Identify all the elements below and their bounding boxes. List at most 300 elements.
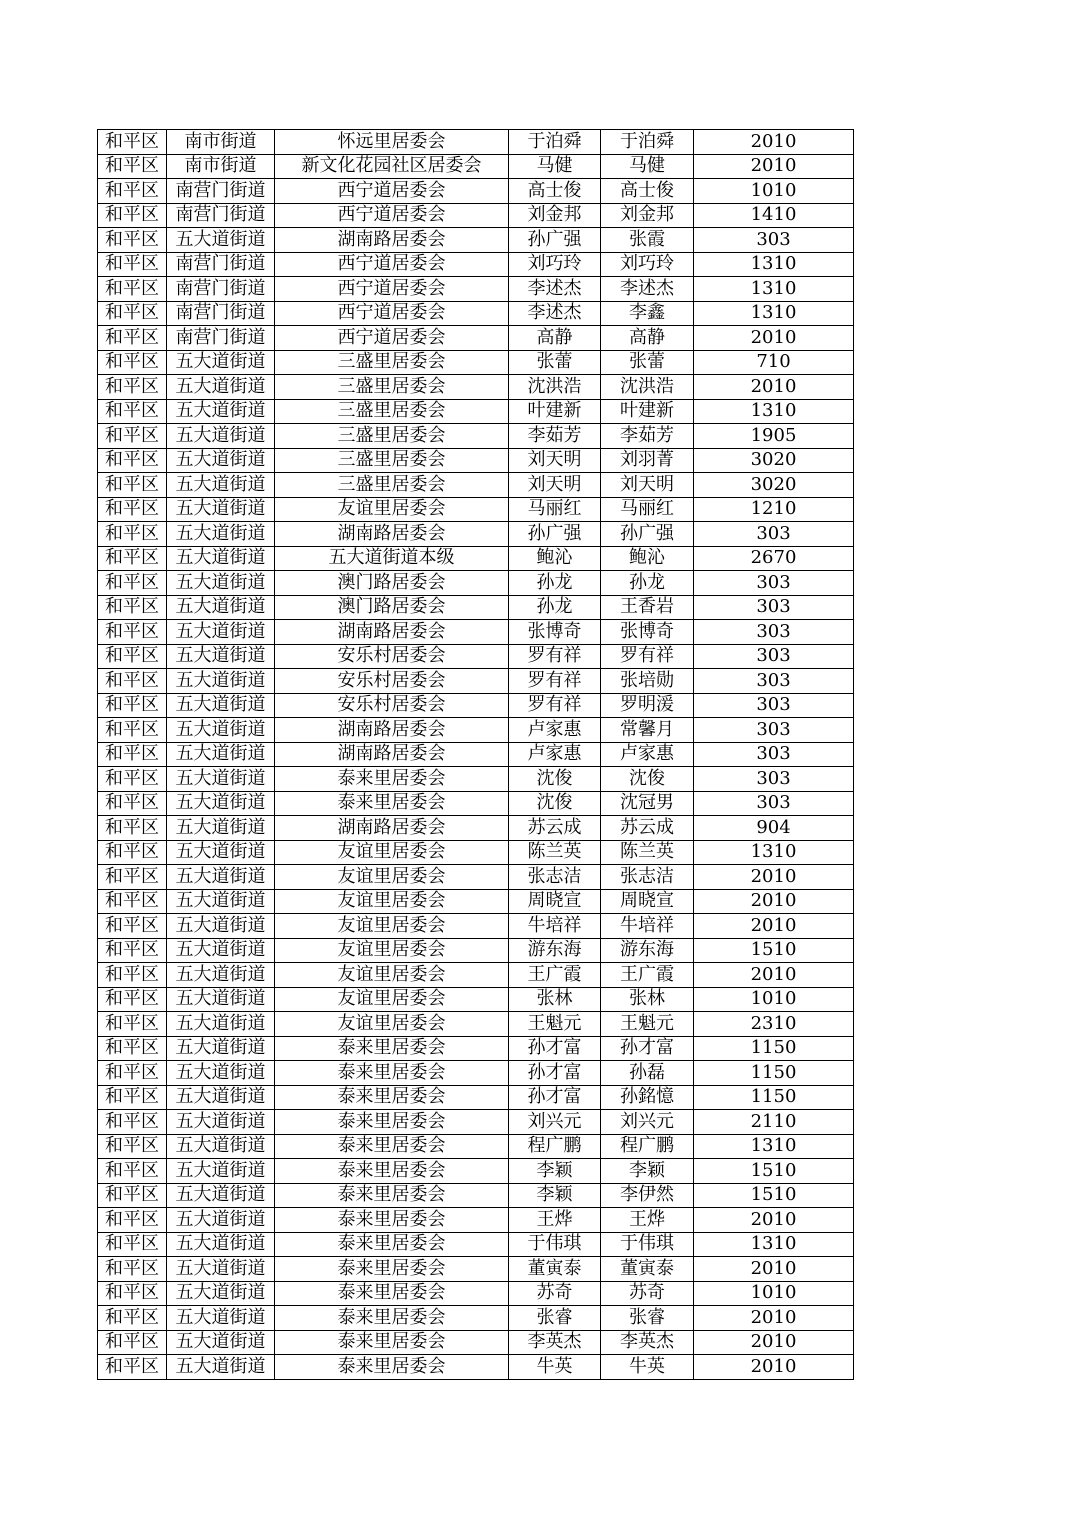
- member-cell: 王广霞: [601, 963, 694, 988]
- member-cell: 罗明湲: [601, 693, 694, 718]
- committee-cell: 三盛里居委会: [275, 473, 509, 498]
- member-cell: 陈兰英: [601, 840, 694, 865]
- member-cell: 罗有祥: [601, 644, 694, 669]
- street-cell: 五大道街道: [167, 742, 275, 767]
- applicant-cell: 张睿: [509, 1306, 601, 1331]
- amount-cell: 1510: [694, 1183, 854, 1208]
- applicant-cell: 高静: [509, 326, 601, 351]
- street-cell: 五大道街道: [167, 1355, 275, 1380]
- table-row: [98, 669, 854, 694]
- table-row: [98, 1281, 854, 1306]
- committee-cell: 友谊里居委会: [275, 987, 509, 1012]
- street-cell: 五大道街道: [167, 375, 275, 400]
- amount-cell: 1310: [694, 301, 854, 326]
- district-cell: 和平区: [98, 1208, 167, 1233]
- table-row: [98, 1159, 854, 1184]
- district-cell: 和平区: [98, 840, 167, 865]
- table-row: [98, 644, 854, 669]
- district-cell: 和平区: [98, 644, 167, 669]
- table-row: [98, 424, 854, 449]
- district-cell: 和平区: [98, 154, 167, 179]
- applicant-cell: 程广鹏: [509, 1134, 601, 1159]
- amount-cell: 1310: [694, 399, 854, 424]
- district-cell: 和平区: [98, 399, 167, 424]
- table-body: [98, 130, 854, 1380]
- amount-cell: 1410: [694, 203, 854, 228]
- amount-cell: 1310: [694, 840, 854, 865]
- district-cell: 和平区: [98, 252, 167, 277]
- amount-cell: 303: [694, 644, 854, 669]
- applicant-cell: 孙才富: [509, 1085, 601, 1110]
- district-cell: 和平区: [98, 326, 167, 351]
- member-cell: 游东海: [601, 938, 694, 963]
- member-cell: 孙磊: [601, 1061, 694, 1086]
- amount-cell: 2010: [694, 154, 854, 179]
- amount-cell: 303: [694, 669, 854, 694]
- district-cell: 和平区: [98, 448, 167, 473]
- street-cell: 五大道街道: [167, 1183, 275, 1208]
- applicant-cell: 于泊舜: [509, 130, 601, 155]
- amount-cell: 2010: [694, 1330, 854, 1355]
- applicant-cell: 高士俊: [509, 179, 601, 204]
- committee-cell: 湖南路居委会: [275, 522, 509, 547]
- street-cell: 五大道街道: [167, 424, 275, 449]
- street-cell: 南营门街道: [167, 301, 275, 326]
- table-row: [98, 1330, 854, 1355]
- table-row: [98, 1232, 854, 1257]
- member-cell: 周晓宣: [601, 889, 694, 914]
- committee-cell: 西宁道居委会: [275, 326, 509, 351]
- district-cell: 和平区: [98, 987, 167, 1012]
- table-row: [98, 1183, 854, 1208]
- applicant-cell: 罗有祥: [509, 644, 601, 669]
- district-cell: 和平区: [98, 546, 167, 571]
- committee-cell: 泰来里居委会: [275, 1085, 509, 1110]
- table-row: [98, 252, 854, 277]
- applicant-cell: 刘天明: [509, 473, 601, 498]
- applicant-cell: 张博奇: [509, 620, 601, 645]
- committee-cell: 三盛里居委会: [275, 424, 509, 449]
- table-row: [98, 914, 854, 939]
- committee-cell: 泰来里居委会: [275, 1281, 509, 1306]
- street-cell: 五大道街道: [167, 1208, 275, 1233]
- street-cell: 五大道街道: [167, 473, 275, 498]
- applicant-cell: 李茹芳: [509, 424, 601, 449]
- applicant-cell: 王广霞: [509, 963, 601, 988]
- member-cell: 高静: [601, 326, 694, 351]
- street-cell: 五大道街道: [167, 1232, 275, 1257]
- committee-cell: 安乐村居委会: [275, 669, 509, 694]
- committee-cell: 泰来里居委会: [275, 1061, 509, 1086]
- amount-cell: 2010: [694, 326, 854, 351]
- table-row: [98, 1061, 854, 1086]
- amount-cell: 1310: [694, 277, 854, 302]
- amount-cell: 3020: [694, 448, 854, 473]
- applicant-cell: 罗有祥: [509, 669, 601, 694]
- member-cell: 李颖: [601, 1159, 694, 1184]
- member-cell: 王烨: [601, 1208, 694, 1233]
- committee-cell: 安乐村居委会: [275, 644, 509, 669]
- street-cell: 五大道街道: [167, 693, 275, 718]
- table-row: [98, 1036, 854, 1061]
- committee-cell: 西宁道居委会: [275, 301, 509, 326]
- table-row: [98, 1110, 854, 1135]
- applicant-cell: 孙才富: [509, 1061, 601, 1086]
- member-cell: 牛培祥: [601, 914, 694, 939]
- applicant-cell: 牛培祥: [509, 914, 601, 939]
- amount-cell: 710: [694, 350, 854, 375]
- amount-cell: 1150: [694, 1036, 854, 1061]
- amount-cell: 1010: [694, 987, 854, 1012]
- amount-cell: 2010: [694, 914, 854, 939]
- member-cell: 马丽红: [601, 497, 694, 522]
- table-row: [98, 154, 854, 179]
- applicant-cell: 于伟琪: [509, 1232, 601, 1257]
- district-cell: 和平区: [98, 718, 167, 743]
- table-row: [98, 473, 854, 498]
- table-row: [98, 791, 854, 816]
- district-cell: 和平区: [98, 277, 167, 302]
- street-cell: 五大道街道: [167, 228, 275, 253]
- applicant-cell: 马健: [509, 154, 601, 179]
- table-row: [98, 375, 854, 400]
- table-row: [98, 448, 854, 473]
- table-row: [98, 1355, 854, 1380]
- member-cell: 常馨月: [601, 718, 694, 743]
- applicant-cell: 李颖: [509, 1183, 601, 1208]
- member-cell: 张睿: [601, 1306, 694, 1331]
- committee-cell: 五大道街道本级: [275, 546, 509, 571]
- street-cell: 五大道街道: [167, 791, 275, 816]
- amount-cell: 3020: [694, 473, 854, 498]
- member-cell: 刘兴元: [601, 1110, 694, 1135]
- district-cell: 和平区: [98, 595, 167, 620]
- amount-cell: 303: [694, 571, 854, 596]
- district-cell: 和平区: [98, 1281, 167, 1306]
- committee-cell: 友谊里居委会: [275, 865, 509, 890]
- member-cell: 沈俊: [601, 767, 694, 792]
- amount-cell: 1310: [694, 252, 854, 277]
- applicant-cell: 刘兴元: [509, 1110, 601, 1135]
- applicant-cell: 刘巧玲: [509, 252, 601, 277]
- member-cell: 于伟琪: [601, 1232, 694, 1257]
- street-cell: 五大道街道: [167, 914, 275, 939]
- applicant-cell: 张志洁: [509, 865, 601, 890]
- applicant-cell: 王魁元: [509, 1012, 601, 1037]
- street-cell: 南营门街道: [167, 252, 275, 277]
- member-cell: 李茹芳: [601, 424, 694, 449]
- street-cell: 五大道街道: [167, 448, 275, 473]
- applicant-cell: 苏奇: [509, 1281, 601, 1306]
- amount-cell: 303: [694, 522, 854, 547]
- table-row: [98, 1012, 854, 1037]
- table-row: [98, 571, 854, 596]
- street-cell: 五大道街道: [167, 669, 275, 694]
- committee-cell: 澳门路居委会: [275, 595, 509, 620]
- applicant-cell: 苏云成: [509, 816, 601, 841]
- applicant-cell: 叶建新: [509, 399, 601, 424]
- table-row: [98, 277, 854, 302]
- amount-cell: 2010: [694, 130, 854, 155]
- committee-cell: 友谊里居委会: [275, 963, 509, 988]
- table-row: [98, 987, 854, 1012]
- street-cell: 五大道街道: [167, 1159, 275, 1184]
- applicant-cell: 鲍沁: [509, 546, 601, 571]
- district-cell: 和平区: [98, 742, 167, 767]
- amount-cell: 1310: [694, 1232, 854, 1257]
- applicant-cell: 张林: [509, 987, 601, 1012]
- district-cell: 和平区: [98, 301, 167, 326]
- member-cell: 沈洪浩: [601, 375, 694, 400]
- member-cell: 王香岩: [601, 595, 694, 620]
- district-cell: 和平区: [98, 963, 167, 988]
- district-cell: 和平区: [98, 791, 167, 816]
- member-cell: 张霞: [601, 228, 694, 253]
- district-cell: 和平区: [98, 497, 167, 522]
- district-cell: 和平区: [98, 228, 167, 253]
- street-cell: 五大道街道: [167, 816, 275, 841]
- table-row: [98, 595, 854, 620]
- applicant-cell: 孙龙: [509, 571, 601, 596]
- committee-cell: 泰来里居委会: [275, 1330, 509, 1355]
- street-cell: 五大道街道: [167, 840, 275, 865]
- district-cell: 和平区: [98, 767, 167, 792]
- applicant-cell: 游东海: [509, 938, 601, 963]
- street-cell: 南市街道: [167, 130, 275, 155]
- table-row: [98, 179, 854, 204]
- table-row: [98, 1208, 854, 1233]
- table-row: [98, 1257, 854, 1282]
- committee-cell: 泰来里居委会: [275, 1232, 509, 1257]
- table-row: [98, 1085, 854, 1110]
- committee-cell: 友谊里居委会: [275, 914, 509, 939]
- member-cell: 马健: [601, 154, 694, 179]
- applicant-cell: 刘天明: [509, 448, 601, 473]
- member-cell: 鲍沁: [601, 546, 694, 571]
- district-cell: 和平区: [98, 1036, 167, 1061]
- committee-cell: 湖南路居委会: [275, 718, 509, 743]
- member-cell: 刘巧玲: [601, 252, 694, 277]
- street-cell: 五大道街道: [167, 399, 275, 424]
- district-cell: 和平区: [98, 473, 167, 498]
- committee-cell: 西宁道居委会: [275, 277, 509, 302]
- committee-cell: 泰来里居委会: [275, 1036, 509, 1061]
- committee-cell: 湖南路居委会: [275, 228, 509, 253]
- district-cell: 和平区: [98, 1330, 167, 1355]
- street-cell: 五大道街道: [167, 1012, 275, 1037]
- street-cell: 五大道街道: [167, 571, 275, 596]
- amount-cell: 2010: [694, 963, 854, 988]
- street-cell: 五大道街道: [167, 767, 275, 792]
- amount-cell: 2010: [694, 1208, 854, 1233]
- committee-cell: 泰来里居委会: [275, 1208, 509, 1233]
- district-cell: 和平区: [98, 865, 167, 890]
- table-row: [98, 130, 854, 155]
- member-cell: 刘羽菁: [601, 448, 694, 473]
- member-cell: 刘金邦: [601, 203, 694, 228]
- table-row: [98, 693, 854, 718]
- applicant-cell: 李颖: [509, 1159, 601, 1184]
- district-cell: 和平区: [98, 1232, 167, 1257]
- table-row: [98, 816, 854, 841]
- applicant-cell: 李英杰: [509, 1330, 601, 1355]
- district-cell: 和平区: [98, 1355, 167, 1380]
- member-cell: 张博奇: [601, 620, 694, 645]
- table-row: [98, 399, 854, 424]
- amount-cell: 303: [694, 718, 854, 743]
- district-cell: 和平区: [98, 1159, 167, 1184]
- table-row: [98, 203, 854, 228]
- applicant-cell: 沈俊: [509, 791, 601, 816]
- street-cell: 五大道街道: [167, 938, 275, 963]
- table-row: [98, 865, 854, 890]
- amount-cell: 303: [694, 791, 854, 816]
- committee-cell: 湖南路居委会: [275, 742, 509, 767]
- table-row: [98, 938, 854, 963]
- street-cell: 五大道街道: [167, 595, 275, 620]
- amount-cell: 1510: [694, 938, 854, 963]
- applicant-cell: 孙龙: [509, 595, 601, 620]
- applicant-cell: 卢家惠: [509, 742, 601, 767]
- committee-cell: 湖南路居委会: [275, 620, 509, 645]
- committee-cell: 友谊里居委会: [275, 497, 509, 522]
- amount-cell: 303: [694, 595, 854, 620]
- member-cell: 牛英: [601, 1355, 694, 1380]
- committee-cell: 泰来里居委会: [275, 1183, 509, 1208]
- member-cell: 张培勋: [601, 669, 694, 694]
- committee-cell: 西宁道居委会: [275, 179, 509, 204]
- member-cell: 高士俊: [601, 179, 694, 204]
- member-cell: 卢家惠: [601, 742, 694, 767]
- street-cell: 五大道街道: [167, 546, 275, 571]
- district-cell: 和平区: [98, 1061, 167, 1086]
- committee-cell: 泰来里居委会: [275, 1159, 509, 1184]
- committee-cell: 泰来里居委会: [275, 767, 509, 792]
- district-cell: 和平区: [98, 1257, 167, 1282]
- amount-cell: 2310: [694, 1012, 854, 1037]
- district-cell: 和平区: [98, 1134, 167, 1159]
- street-cell: 五大道街道: [167, 1085, 275, 1110]
- committee-cell: 西宁道居委会: [275, 252, 509, 277]
- table-row: [98, 1306, 854, 1331]
- district-cell: 和平区: [98, 1306, 167, 1331]
- applicant-cell: 罗有祥: [509, 693, 601, 718]
- committee-cell: 新文化花园社区居委会: [275, 154, 509, 179]
- member-cell: 李伊然: [601, 1183, 694, 1208]
- amount-cell: 303: [694, 228, 854, 253]
- street-cell: 五大道街道: [167, 1036, 275, 1061]
- amount-cell: 303: [694, 767, 854, 792]
- committee-cell: 三盛里居委会: [275, 399, 509, 424]
- street-cell: 南营门街道: [167, 277, 275, 302]
- district-cell: 和平区: [98, 130, 167, 155]
- amount-cell: 303: [694, 742, 854, 767]
- district-cell: 和平区: [98, 889, 167, 914]
- committee-cell: 友谊里居委会: [275, 840, 509, 865]
- applicant-cell: 张蕾: [509, 350, 601, 375]
- data-table: [97, 129, 854, 1380]
- district-cell: 和平区: [98, 203, 167, 228]
- district-cell: 和平区: [98, 669, 167, 694]
- applicant-cell: 李述杰: [509, 277, 601, 302]
- district-cell: 和平区: [98, 938, 167, 963]
- applicant-cell: 牛英: [509, 1355, 601, 1380]
- amount-cell: 2110: [694, 1110, 854, 1135]
- member-cell: 李英杰: [601, 1330, 694, 1355]
- district-cell: 和平区: [98, 1085, 167, 1110]
- committee-cell: 怀远里居委会: [275, 130, 509, 155]
- table-row: [98, 718, 854, 743]
- applicant-cell: 刘金邦: [509, 203, 601, 228]
- table-row: [98, 497, 854, 522]
- amount-cell: 2010: [694, 889, 854, 914]
- amount-cell: 303: [694, 620, 854, 645]
- district-cell: 和平区: [98, 1183, 167, 1208]
- district-cell: 和平区: [98, 522, 167, 547]
- member-cell: 苏云成: [601, 816, 694, 841]
- applicant-cell: 沈洪浩: [509, 375, 601, 400]
- street-cell: 五大道街道: [167, 350, 275, 375]
- street-cell: 五大道街道: [167, 497, 275, 522]
- applicant-cell: 卢家惠: [509, 718, 601, 743]
- member-cell: 孙才富: [601, 1036, 694, 1061]
- member-cell: 于泊舜: [601, 130, 694, 155]
- district-cell: 和平区: [98, 693, 167, 718]
- amount-cell: 2010: [694, 375, 854, 400]
- table-row: [98, 228, 854, 253]
- applicant-cell: 孙广强: [509, 522, 601, 547]
- amount-cell: 1310: [694, 1134, 854, 1159]
- district-cell: 和平区: [98, 816, 167, 841]
- table-row: [98, 840, 854, 865]
- amount-cell: 2670: [694, 546, 854, 571]
- committee-cell: 泰来里居委会: [275, 1257, 509, 1282]
- member-cell: 叶建新: [601, 399, 694, 424]
- committee-cell: 友谊里居委会: [275, 1012, 509, 1037]
- member-cell: 李述杰: [601, 277, 694, 302]
- street-cell: 五大道街道: [167, 620, 275, 645]
- district-cell: 和平区: [98, 914, 167, 939]
- street-cell: 五大道街道: [167, 865, 275, 890]
- table-row: [98, 301, 854, 326]
- amount-cell: 1150: [694, 1061, 854, 1086]
- street-cell: 五大道街道: [167, 522, 275, 547]
- amount-cell: 2010: [694, 1355, 854, 1380]
- member-cell: 李鑫: [601, 301, 694, 326]
- street-cell: 五大道街道: [167, 1061, 275, 1086]
- member-cell: 孙广强: [601, 522, 694, 547]
- applicant-cell: 孙广强: [509, 228, 601, 253]
- committee-cell: 泰来里居委会: [275, 791, 509, 816]
- committee-cell: 友谊里居委会: [275, 938, 509, 963]
- member-cell: 王魁元: [601, 1012, 694, 1037]
- district-cell: 和平区: [98, 179, 167, 204]
- street-cell: 五大道街道: [167, 1134, 275, 1159]
- member-cell: 张林: [601, 987, 694, 1012]
- committee-cell: 友谊里居委会: [275, 889, 509, 914]
- committee-cell: 泰来里居委会: [275, 1355, 509, 1380]
- street-cell: 南营门街道: [167, 203, 275, 228]
- applicant-cell: 陈兰英: [509, 840, 601, 865]
- committee-cell: 澳门路居委会: [275, 571, 509, 596]
- applicant-cell: 周晓宣: [509, 889, 601, 914]
- member-cell: 程广鹏: [601, 1134, 694, 1159]
- district-cell: 和平区: [98, 350, 167, 375]
- member-cell: 孙龙: [601, 571, 694, 596]
- amount-cell: 2010: [694, 1306, 854, 1331]
- table-row: [98, 326, 854, 351]
- applicant-cell: 王烨: [509, 1208, 601, 1233]
